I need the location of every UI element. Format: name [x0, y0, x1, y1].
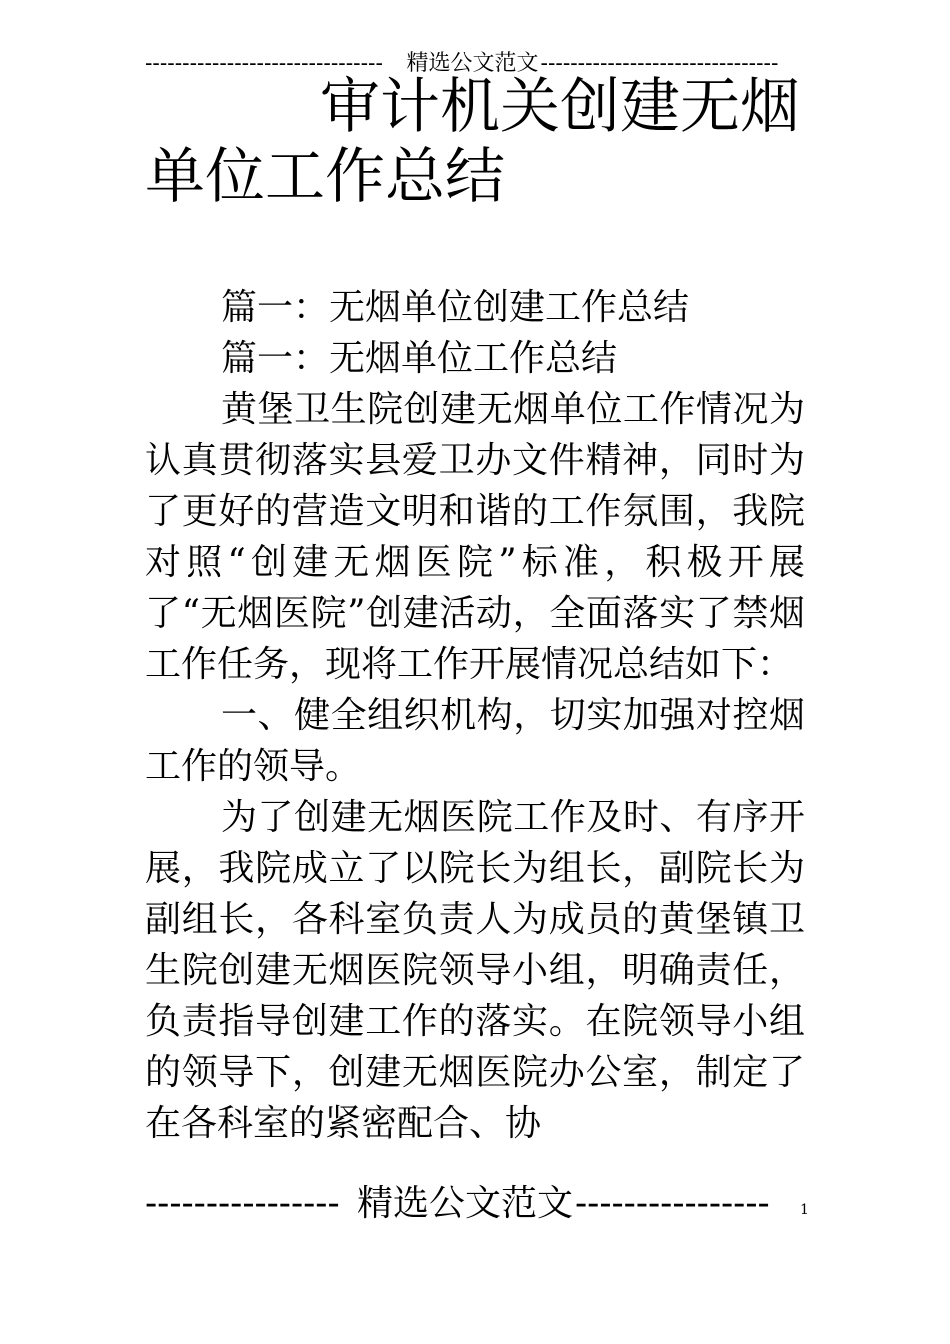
paragraph: 一、健全组织机构，切实加强对控烟工作的领导。 [145, 695, 805, 787]
title-line-1: 审计机关创建无烟 [320, 72, 800, 142]
page-footer [145, 1182, 785, 1226]
paragraph: 黄堡卫生院创建无烟单位工作情况为认真贯彻落实县爱卫办文件精神，同时为了更好的营造文明和谐的工作氛围，我院对照“创建无烟医院”标准，积极开展了“无烟医院”创建活动，全面落实了禁烟工作任务，现将工作开展情况总结如下： [145, 389, 805, 685]
paragraph: 篇一：无烟单位工作总结 [221, 338, 618, 379]
title-line-2: 单位工作总结 [145, 142, 505, 212]
header-label: 精选公文范文 [406, 51, 539, 76]
footer-right-dashes: ---------------- [575, 1183, 770, 1224]
header-left-dashes: -------------------------------- [145, 51, 383, 76]
document-body [145, 282, 805, 1149]
paragraph: 篇一：无烟单位创建工作总结 [221, 287, 690, 328]
footer-left-dashes: ---------------- [145, 1183, 340, 1224]
header-right-dashes: -------------------------------- [540, 51, 779, 76]
footer-label: 精选公文范文 [357, 1183, 574, 1224]
paragraph: 为了创建无烟医院工作及时、有序开展，我院成立了以院长为组长，副院长为副组长，各科室负责人为成员的黄堡镇卫生院创建无烟医院领导小组，明确责任，负责指导创建工作的落实。在院领导小组的领导下，创建无烟医院办公室，制定了在各科室的紧密配合、协 [145, 797, 805, 1144]
page-number: 1 [800, 1202, 809, 1218]
document-title [145, 72, 805, 212]
